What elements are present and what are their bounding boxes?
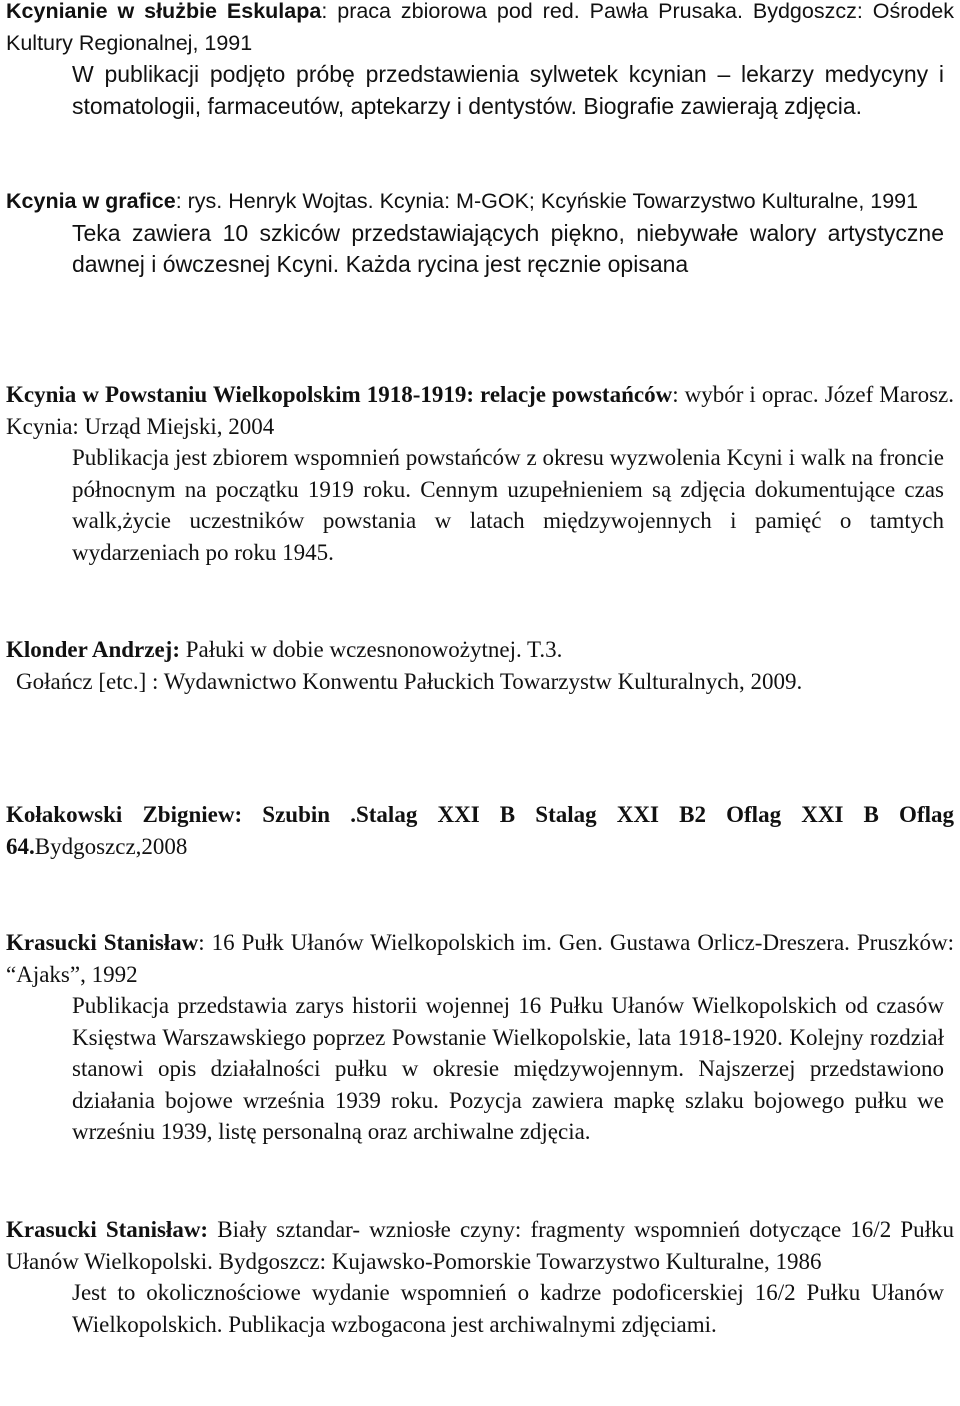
entry-description: Jest to okolicznościowe wydanie wspomnień o kadrze podoficerskiej 16/2 Pułku Ułanów Wielkopolskich. Publikacja wzbogacona jest archiwalnymi zdjęciami. <box>72 1280 944 1337</box>
entry-title: Krasucki Stanisław <box>6 930 199 955</box>
bibliography-entry <box>6 634 954 697</box>
entry-title: Kcynianie w służbie Eskulapa <box>6 0 322 23</box>
entry-title: Kołakowski Zbigniew: Szubin .Stalag XXI B Stalag XXI B2 Oflag XXI B Oflag 64. <box>6 802 954 859</box>
entry-citation <box>6 927 954 990</box>
entry-publication-info: : rys. Henryk Wojtas. Kcynia: M-GOK; Kcyńskie Towarzystwo Kulturalne, 1991 <box>175 189 919 213</box>
entry-citation <box>6 0 954 59</box>
entry-publication-place: Gołańcz [etc.] : Wydawnictwo Konwentu Pałuckich Towarzystw Kulturalnych, 2009. <box>16 668 803 694</box>
entry-citation <box>6 634 954 666</box>
entry-publication-info: : wybór i oprac. Józef Marosz. Kcynia: Urząd Miejski, 2004 <box>6 382 954 439</box>
entry-citation <box>6 379 954 442</box>
bibliography-entry <box>6 927 954 1148</box>
bibliography-entry <box>6 799 954 862</box>
entry-publication-info: Pałuki w dobie wczesnonowożytnej. T.3. <box>179 637 563 662</box>
entry-title: Krasucki Stanisław: <box>6 1217 209 1242</box>
bibliography-entry <box>6 186 954 281</box>
entry-title: Kcynia w Powstaniu Wielkopolskim 1918-1919: relacje powstańców <box>6 382 673 407</box>
entry-description: Publikacja jest zbiorem wspomnień powstańców z okresu wyzwolenia Kcyni i walk na froncie północnym na początku 1919 roku. Cennym uzupełnieniem są zdjęcia dokumentujące czas walk,życie uczestników powstania w latach międzywojennych i pamięć o tamtych wydarzeniach po roku 1945. <box>72 445 944 565</box>
entry-publication-info: : praca zbiorowa pod red. Pawła Prusaka. Bydgoszcz: Ośrodek Kultury Regionalnej, 1991 <box>6 0 954 55</box>
entry-citation <box>6 1214 954 1277</box>
bibliography-entry <box>6 379 954 568</box>
entry-title: Klonder Andrzej: <box>6 637 180 662</box>
entry-publication-info: Bydgoszcz,2008 <box>34 833 188 859</box>
entry-description: W publikacji podjęto próbę przedstawienia sylwetek kcynian – lekarzy medycyny i stomatologii, farmaceutów, aptekarzy i dentystów. Biografie zawierają zdjęcia. <box>72 61 944 119</box>
entry-citation <box>6 186 954 218</box>
entry-publication-info: Biały sztandar- wzniosłe czyny: fragmenty wspomnień dotyczące 16/2 Pułku Ułanów Wielkopolski. Bydgoszcz: Kujawsko-Pomorskie Towarzystwo Kulturalne, 1986 <box>6 1217 954 1274</box>
entry-publication-info: : 16 Pułk Ułanów Wielkopolskich im. Gen. Gustawa Orlicz-Dreszera. Pruszków: “Ajaks”, 1992 <box>6 930 954 987</box>
entry-description: Teka zawiera 10 szkiców przedstawiających piękno, niebywałe walory artystyczne dawnej i ówczesnej Kcyni. Każda rycina jest ręcznie opisana <box>72 219 944 277</box>
bibliography-entry <box>6 0 954 122</box>
bibliography-entry <box>6 1214 954 1340</box>
entry-title: Kcynia w grafice <box>6 189 176 213</box>
entry-citation <box>6 799 954 862</box>
entry-description: Publikacja przedstawia zarys historii wojennej 16 Pułku Ułanów Wielkopolskich od czasów Księstwa Warszawskiego poprzez Powstanie Wielkopolskie, lata 1918-1920. Kolejny rozdział stanowi opis działalności pułku w okresie międzywojennym. Najszerzej przedstawiono działania bojowe września 1939 roku. Pozycja zawiera mapkę szlaku bojowego pułku we wrześniu 1939, listę personalną oraz archiwalne zdjęcia. <box>72 993 944 1144</box>
